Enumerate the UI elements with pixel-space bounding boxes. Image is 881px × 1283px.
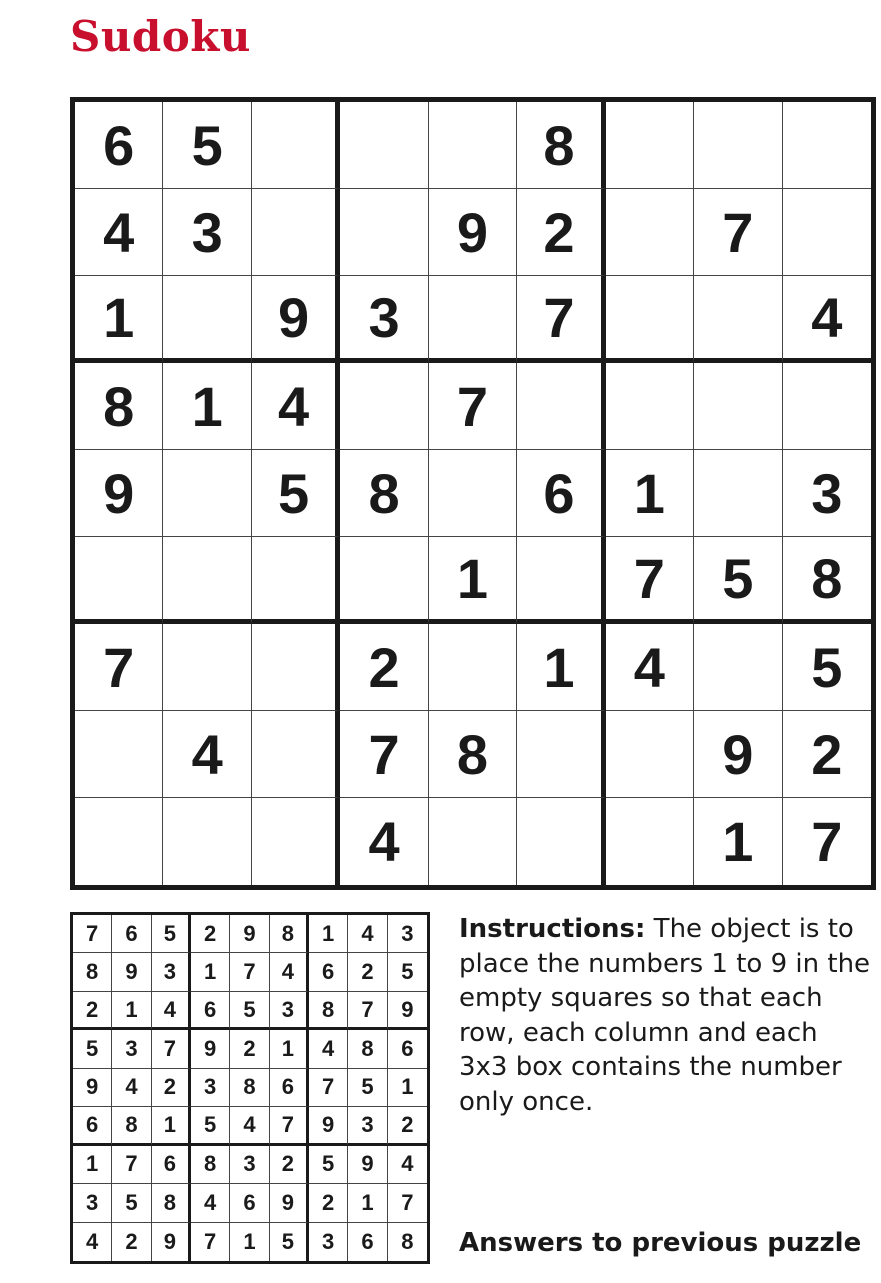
answer-cell-r4c1: 5 bbox=[73, 1030, 112, 1068]
puzzle-cell-r5c8[interactable] bbox=[694, 450, 782, 537]
puzzle-cell-r9c4: 4 bbox=[340, 798, 428, 885]
puzzle-cell-r1c9[interactable] bbox=[783, 102, 871, 189]
puzzle-cell-r5c6: 6 bbox=[517, 450, 605, 537]
answer-cell-r6c6: 7 bbox=[270, 1107, 309, 1145]
puzzle-cell-r6c8: 5 bbox=[694, 537, 782, 624]
puzzle-cell-r4c2: 1 bbox=[163, 363, 251, 450]
puzzle-cell-r8c2: 4 bbox=[163, 711, 251, 798]
puzzle-cell-r8c6[interactable] bbox=[517, 711, 605, 798]
puzzle-cell-r5c3: 5 bbox=[252, 450, 340, 537]
puzzle-cell-r2c2: 3 bbox=[163, 189, 251, 276]
answer-cell-r1c7: 1 bbox=[309, 915, 348, 953]
puzzle-cell-r4c7[interactable] bbox=[606, 363, 694, 450]
puzzle-cell-r5c2[interactable] bbox=[163, 450, 251, 537]
puzzle-cell-r2c1: 4 bbox=[75, 189, 163, 276]
answer-cell-r4c3: 7 bbox=[152, 1030, 191, 1068]
answer-cell-r7c6: 2 bbox=[270, 1146, 309, 1184]
answer-cell-r5c6: 6 bbox=[270, 1069, 309, 1107]
puzzle-cell-r9c1[interactable] bbox=[75, 798, 163, 885]
puzzle-cell-r2c4[interactable] bbox=[340, 189, 428, 276]
answer-grid bbox=[70, 912, 430, 1264]
puzzle-cell-r1c3[interactable] bbox=[252, 102, 340, 189]
answer-cell-r2c7: 6 bbox=[309, 953, 348, 991]
puzzle-cell-r2c9[interactable] bbox=[783, 189, 871, 276]
puzzle-cell-r2c8: 7 bbox=[694, 189, 782, 276]
answer-cell-r5c5: 8 bbox=[230, 1069, 269, 1107]
answer-cell-r7c3: 6 bbox=[152, 1146, 191, 1184]
puzzle-cell-r9c6[interactable] bbox=[517, 798, 605, 885]
answer-cell-r5c9: 1 bbox=[388, 1069, 427, 1107]
puzzle-cell-r7c2[interactable] bbox=[163, 624, 251, 711]
answer-cell-r7c9: 4 bbox=[388, 1146, 427, 1184]
puzzle-cell-r6c5: 1 bbox=[429, 537, 517, 624]
answer-cell-r3c8: 7 bbox=[348, 992, 387, 1030]
sudoku-grid bbox=[70, 97, 876, 890]
answer-cell-r3c7: 8 bbox=[309, 992, 348, 1030]
answer-cell-r1c4: 2 bbox=[191, 915, 230, 953]
answer-cell-r9c1: 4 bbox=[73, 1223, 112, 1261]
answer-cell-r7c2: 7 bbox=[112, 1146, 151, 1184]
answer-cell-r7c4: 8 bbox=[191, 1146, 230, 1184]
answer-cell-r9c9: 8 bbox=[401, 1228, 414, 1254]
puzzle-cell-r6c3[interactable] bbox=[252, 537, 340, 624]
answer-cell-r2c5: 7 bbox=[230, 953, 269, 991]
answer-cell-r6c8: 3 bbox=[348, 1107, 387, 1145]
puzzle-cell-r8c7[interactable] bbox=[606, 711, 694, 798]
puzzle-cell-r1c5[interactable] bbox=[429, 102, 517, 189]
answer-cell-r9c3: 9 bbox=[152, 1223, 191, 1261]
answer-cell-r6c4: 5 bbox=[191, 1107, 230, 1145]
puzzle-cell-r6c4[interactable] bbox=[340, 537, 428, 624]
answer-cell-r2c9: 5 bbox=[388, 953, 427, 991]
answer-cell-r9c4: 7 bbox=[191, 1223, 230, 1261]
puzzle-cell-r8c8: 9 bbox=[694, 711, 782, 798]
answer-cell-r1c6: 8 bbox=[270, 915, 309, 953]
instructions-label: Instructions: bbox=[459, 914, 646, 944]
puzzle-cell-r5c4: 8 bbox=[340, 450, 428, 537]
puzzle-cell-r5c9: 3 bbox=[783, 450, 871, 537]
answer-cell-r9c2: 2 bbox=[112, 1223, 151, 1261]
puzzle-cell-r2c7[interactable] bbox=[606, 189, 694, 276]
answer-cell-r6c9: 2 bbox=[388, 1107, 427, 1145]
answer-cell-r8c3: 8 bbox=[152, 1184, 191, 1222]
puzzle-cell-r8c5: 8 bbox=[429, 711, 517, 798]
puzzle-cell-r3c5[interactable] bbox=[429, 276, 517, 363]
answer-cell-r4c5: 2 bbox=[230, 1030, 269, 1068]
puzzle-cell-r9c9: 7 bbox=[811, 810, 843, 873]
answer-cell-r5c7: 7 bbox=[309, 1069, 348, 1107]
answer-cell-r8c8: 1 bbox=[348, 1184, 387, 1222]
instructions-text: The object is to place the numbers 1 to 9 in the empty squares so that each row, each column and each 3x3 box contains the number only once. bbox=[459, 914, 871, 1117]
answer-cell-r4c2: 3 bbox=[112, 1030, 151, 1068]
answer-cell-r2c4: 1 bbox=[191, 953, 230, 991]
answer-cell-r7c8: 9 bbox=[348, 1146, 387, 1184]
puzzle-cell-r1c2: 5 bbox=[163, 102, 251, 189]
answer-cell-r6c2: 8 bbox=[112, 1107, 151, 1145]
puzzle-cell-r3c3: 9 bbox=[252, 276, 340, 363]
answer-cell-r4c6: 1 bbox=[270, 1030, 309, 1068]
puzzle-cell-r1c8[interactable] bbox=[694, 102, 782, 189]
puzzle-cell-r3c6: 7 bbox=[517, 276, 605, 363]
puzzle-cell-r4c1: 8 bbox=[75, 363, 163, 450]
answer-cell-r5c3: 2 bbox=[152, 1069, 191, 1107]
answer-cell-r3c5: 5 bbox=[230, 992, 269, 1030]
puzzle-cell-r6c7: 7 bbox=[606, 537, 694, 624]
puzzle-cell-r9c8: 1 bbox=[694, 798, 782, 885]
answer-cell-r3c3: 4 bbox=[152, 992, 191, 1030]
puzzle-cell-r7c3[interactable] bbox=[252, 624, 340, 711]
puzzle-cell-r7c9: 5 bbox=[783, 624, 871, 711]
answer-cell-r1c9: 3 bbox=[388, 915, 427, 953]
answer-cell-r6c3: 1 bbox=[152, 1107, 191, 1145]
answer-cell-r8c6: 9 bbox=[270, 1184, 309, 1222]
page-title: Sudoku bbox=[70, 12, 251, 61]
puzzle-cell-r5c5[interactable] bbox=[429, 450, 517, 537]
puzzle-cell-r4c3: 4 bbox=[252, 363, 340, 450]
answer-cell-r6c1: 6 bbox=[73, 1107, 112, 1145]
answer-cell-r2c3: 3 bbox=[152, 953, 191, 991]
answer-cell-r1c8: 4 bbox=[348, 915, 387, 953]
puzzle-cell-r2c5: 9 bbox=[429, 189, 517, 276]
puzzle-cell-r4c6[interactable] bbox=[517, 363, 605, 450]
puzzle-cell-r2c6: 2 bbox=[517, 189, 605, 276]
answer-cell-r1c3: 5 bbox=[152, 915, 191, 953]
puzzle-cell-r6c9: 8 bbox=[783, 537, 871, 624]
puzzle-cell-r9c5[interactable] bbox=[429, 798, 517, 885]
answer-cell-r9c7: 3 bbox=[309, 1223, 348, 1261]
puzzle-cell-r1c7[interactable] bbox=[606, 102, 694, 189]
answer-cell-r1c5: 9 bbox=[230, 915, 269, 953]
answer-cell-r3c6: 3 bbox=[270, 992, 309, 1030]
puzzle-cell-r7c4: 2 bbox=[340, 624, 428, 711]
answer-cell-r2c2: 9 bbox=[112, 953, 151, 991]
puzzle-cell-r3c8[interactable] bbox=[694, 276, 782, 363]
instructions bbox=[459, 912, 874, 1119]
puzzle-cell-r3c4: 3 bbox=[340, 276, 428, 363]
puzzle-cell-r3c9: 4 bbox=[783, 276, 871, 363]
puzzle-cell-r2c3[interactable] bbox=[252, 189, 340, 276]
puzzle-cell-r8c3[interactable] bbox=[252, 711, 340, 798]
answer-cell-r7c1: 1 bbox=[73, 1146, 112, 1184]
answer-cell-r8c2: 5 bbox=[112, 1184, 151, 1222]
answer-cell-r2c6: 4 bbox=[270, 953, 309, 991]
puzzle-cell-r7c1: 7 bbox=[75, 624, 163, 711]
answer-cell-r5c8: 5 bbox=[348, 1069, 387, 1107]
puzzle-cell-r3c7[interactable] bbox=[606, 276, 694, 363]
answer-cell-r3c4: 6 bbox=[191, 992, 230, 1030]
answer-cell-r6c7: 9 bbox=[309, 1107, 348, 1145]
puzzle-cell-r6c1[interactable] bbox=[75, 537, 163, 624]
answer-cell-r8c1: 3 bbox=[73, 1184, 112, 1222]
puzzle-cell-r7c6: 1 bbox=[517, 624, 605, 711]
puzzle-cell-r7c8[interactable] bbox=[694, 624, 782, 711]
answer-cell-r2c8: 2 bbox=[348, 953, 387, 991]
puzzle-cell-r7c5[interactable] bbox=[429, 624, 517, 711]
answer-cell-r9c8: 6 bbox=[348, 1223, 387, 1261]
answer-cell-r5c4: 3 bbox=[191, 1069, 230, 1107]
puzzle-cell-r4c9[interactable] bbox=[783, 363, 871, 450]
puzzle-cell-r3c2[interactable] bbox=[163, 276, 251, 363]
answer-cell-r9c6: 5 bbox=[270, 1223, 309, 1261]
puzzle-cell-r1c6: 8 bbox=[517, 102, 605, 189]
puzzle-cell-r7c7: 4 bbox=[606, 624, 694, 711]
answer-cell-r9c5: 1 bbox=[230, 1223, 269, 1261]
puzzle-cell-r1c4[interactable] bbox=[340, 102, 428, 189]
answer-cell-r7c7: 5 bbox=[309, 1146, 348, 1184]
puzzle-cell-r8c9: 2 bbox=[783, 711, 871, 798]
answer-cell-r8c5: 6 bbox=[230, 1184, 269, 1222]
answer-cell-r3c1: 2 bbox=[73, 992, 112, 1030]
answer-cell-r6c5: 4 bbox=[230, 1107, 269, 1145]
puzzle-cell-r9c3[interactable] bbox=[252, 798, 340, 885]
answer-cell-r5c1: 9 bbox=[73, 1069, 112, 1107]
answer-cell-r1c1: 7 bbox=[73, 915, 112, 953]
answer-cell-r8c4: 4 bbox=[191, 1184, 230, 1222]
answer-cell-r4c7: 4 bbox=[309, 1030, 348, 1068]
answer-cell-r1c2: 6 bbox=[112, 915, 151, 953]
answer-cell-r4c4: 9 bbox=[191, 1030, 230, 1068]
puzzle-cell-r1c1: 6 bbox=[75, 102, 163, 189]
answer-cell-r3c2: 1 bbox=[112, 992, 151, 1030]
answer-cell-r8c9: 7 bbox=[388, 1184, 427, 1222]
puzzle-cell-r5c1: 9 bbox=[75, 450, 163, 537]
puzzle-cell-r6c6[interactable] bbox=[517, 537, 605, 624]
puzzle-cell-r8c4: 7 bbox=[340, 711, 428, 798]
puzzle-cell-r9c7[interactable] bbox=[606, 798, 694, 885]
answer-cell-r3c9: 9 bbox=[388, 992, 427, 1030]
answer-cell-r4c9: 6 bbox=[388, 1030, 427, 1068]
answer-cell-r8c7: 2 bbox=[309, 1184, 348, 1222]
answer-cell-r5c2: 4 bbox=[112, 1069, 151, 1107]
answers-label: Answers to previous puzzle bbox=[459, 1228, 862, 1258]
puzzle-cell-r8c1[interactable] bbox=[75, 711, 163, 798]
puzzle-cell-r3c1: 1 bbox=[75, 276, 163, 363]
puzzle-cell-r4c8[interactable] bbox=[694, 363, 782, 450]
answer-cell-r7c5: 3 bbox=[230, 1146, 269, 1184]
puzzle-cell-r6c2[interactable] bbox=[163, 537, 251, 624]
answer-cell-r4c8: 8 bbox=[348, 1030, 387, 1068]
answer-cell-r2c1: 8 bbox=[73, 953, 112, 991]
puzzle-cell-r5c7: 1 bbox=[606, 450, 694, 537]
puzzle-cell-r4c4[interactable] bbox=[340, 363, 428, 450]
puzzle-cell-r4c5: 7 bbox=[429, 363, 517, 450]
puzzle-cell-r9c2[interactable] bbox=[163, 798, 251, 885]
